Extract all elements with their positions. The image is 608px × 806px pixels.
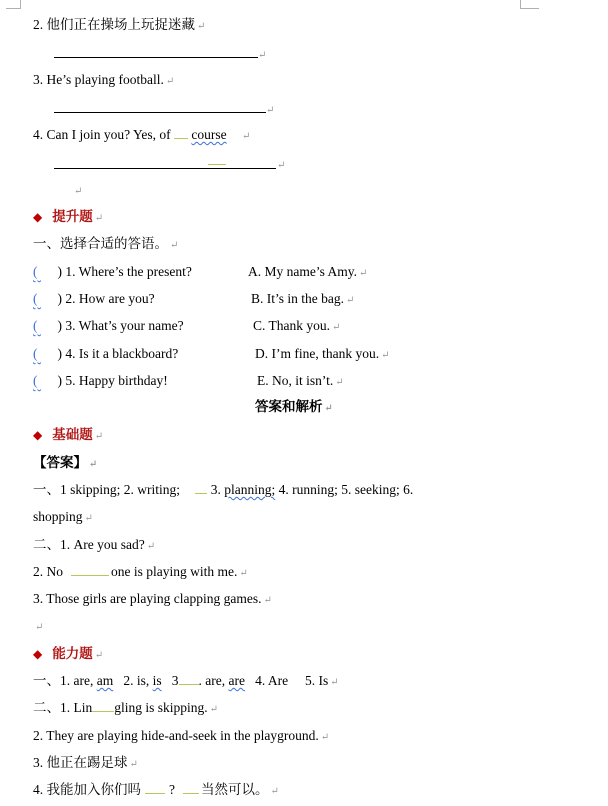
choice-row-4: ( ) 4. Is it a blackboard?: [33, 346, 179, 361]
paragraph-mark: ↵: [258, 50, 267, 61]
ability-answer-row-1: 一、1. are, am 2. is, is 3 . are, are 4. Are 5. Is ↵: [33, 673, 339, 688]
answer-option-a: A. My name’s Amy. ↵: [248, 264, 368, 279]
paragraph-mark: ↵: [35, 622, 44, 633]
translate-item-4: 4. Can I join you? Yes, of course ↵: [33, 127, 251, 142]
ability-answer-row-2: 二、1. Lin gling is skipping. ↵: [33, 700, 219, 715]
page-corner-top-left: [6, 0, 21, 9]
basic-answer-row-3: 2. No one is playing with me. ↵: [33, 564, 248, 579]
choice-row-2: ( ) 2. How are you?: [33, 291, 155, 306]
answer-line: [54, 112, 266, 113]
answer-line: [54, 57, 258, 58]
choice-row-3: ( ) 3. What’s your name?: [33, 318, 184, 333]
answer-line-mark: [208, 164, 226, 165]
paragraph-mark: ↵: [277, 160, 286, 171]
answer-line: [54, 168, 276, 169]
answer-option-c: C. Thank you. ↵: [253, 318, 341, 333]
page-corner-top-right: [520, 0, 539, 9]
answers-title: 答案和解析 ↵: [255, 399, 333, 414]
answer-label: 【答案】 ↵: [33, 455, 98, 470]
advanced-section-title: 一、选择合适的答语。 ↵: [33, 236, 179, 251]
ability-answer-row-4: 3. 他正在踢足球 ↵: [33, 755, 138, 770]
translate-item-3: 3. He’s playing football. ↵: [33, 72, 175, 87]
ability-heading: ◆ 能力题 ↵: [33, 646, 104, 661]
basic-answer-row-4: 3. Those girls are playing clapping games. ↵: [33, 591, 272, 606]
paragraph-mark: ↵: [74, 186, 83, 197]
answer-option-d: D. I’m fine, thank you. ↵: [255, 346, 390, 361]
answer-option-e: E. No, it isn’t. ↵: [257, 373, 344, 388]
basic-answer-row-1-wrap: shopping ↵: [33, 509, 93, 524]
choice-row-5: ( ) 5. Happy birthday!: [33, 373, 168, 388]
answer-option-b: B. It’s in the bag. ↵: [251, 291, 355, 306]
basic-heading: ◆ 基础题 ↵: [33, 427, 104, 442]
ability-answer-row-3: 2. They are playing hide-and-seek in the playground. ↵: [33, 728, 330, 743]
translate-item-2: 2. 他们正在操场上玩捉迷藏 ↵: [33, 17, 206, 32]
choice-row-1: ( ) 1. Where’s the present?: [33, 264, 192, 279]
advanced-heading: ◆ 提升题 ↵: [33, 209, 104, 224]
paragraph-mark: ↵: [266, 105, 275, 116]
ability-answer-row-5: 4. 我能加入你们吗 ? 当然可以。 ↵: [33, 782, 279, 797]
basic-answer-row-1: 一、1 skipping; 2. writing; 3. planning; 4. running; 5. seeking; 6.: [33, 482, 414, 497]
basic-answer-row-2: 二、1. Are you sad? ↵: [33, 537, 156, 552]
